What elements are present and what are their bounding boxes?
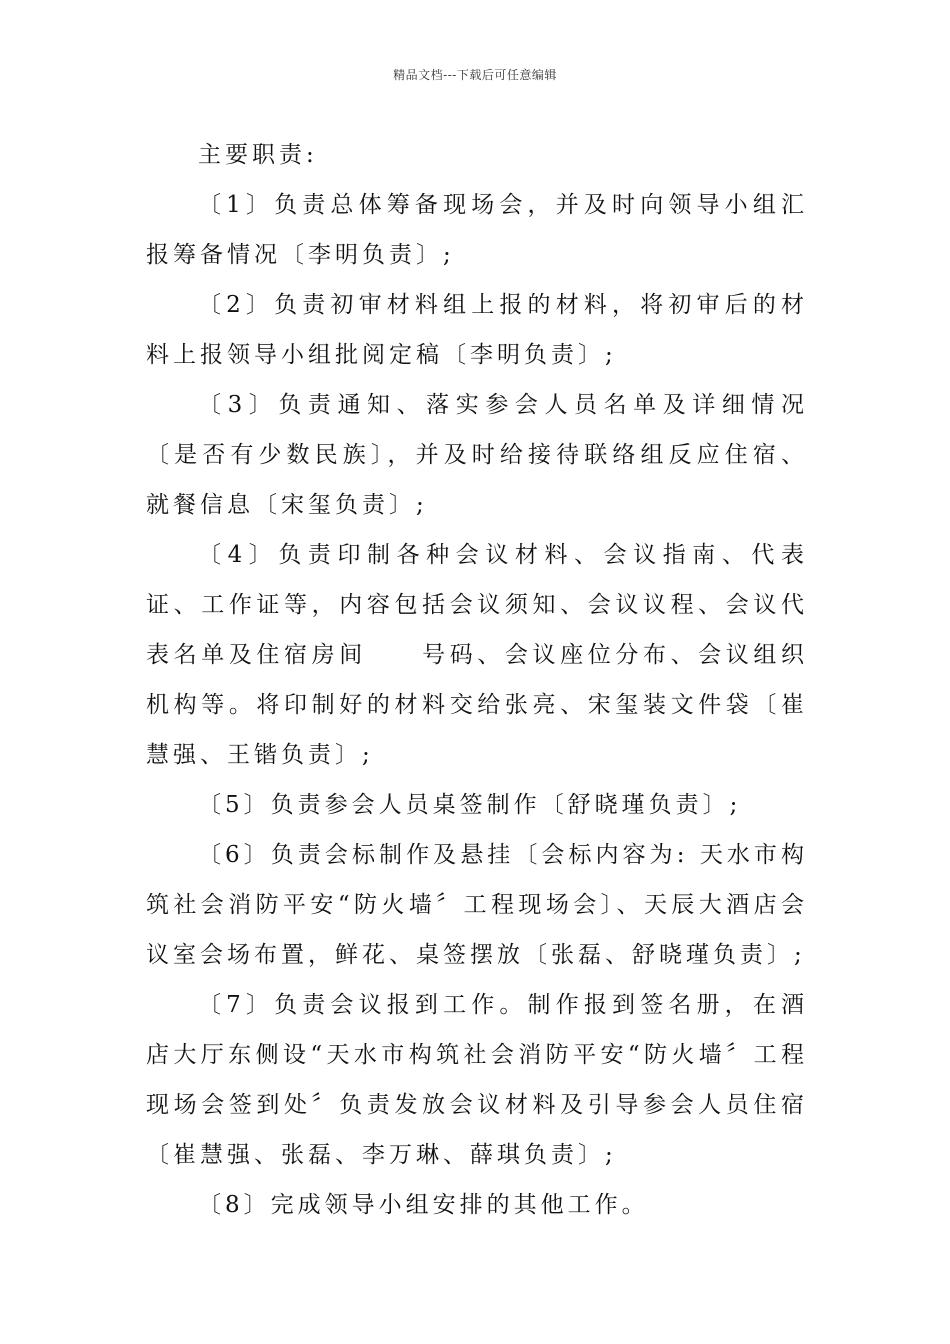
duty-item-5: 〔5〕负责参会人员桌签制作〔舒晓瑾负责〕; [198, 792, 742, 818]
duty-item-3: 〔3〕负责通知、落实参会人员名单及详细情况〔是否有少数民族〕，并及时给接待联络组反应住宿、就餐信息〔宋玺负责〕; [146, 392, 808, 518]
duty-item-2: 〔2〕负责初审材料组上报的材料，将初审后的材料上报领导小组批阅定稿〔李明负责〕; [146, 292, 808, 368]
duty-item-8: 〔8〕完成领导小组安排的其他工作。 [198, 1192, 649, 1218]
section-heading: 主要职责: [198, 142, 318, 168]
duty-item-6: 〔6〕负责会标制作及悬挂〔会标内容为: 天水市构筑社会消防平安“防火墙〞工程现场会〕、天辰大酒店会议室会场布置，鲜花、桌签摆放〔张磊、舒晓瑾负责〕; [146, 842, 808, 968]
page-header: 精品文档---下载后可任意编辑 [393, 68, 557, 82]
duty-item-4: 〔4〕负责印制各种会议材料、会议指南、代表证、工作证等，内容包括会议须知、会议议程、会议代表名单及住宿房间 号码、会议座位分布、会议组织机构等。将印制好的材料交给张亮、宋玺装文件袋〔崔慧强、王锴负责〕; [146, 542, 808, 768]
duty-item-7: 〔7〕负责会议报到工作。制作报到签名册，在酒店大厅东侧设“天水市构筑社会消防平安“防火墙〞工程现场会签到处〞负责发放会议材料及引导参会人员住宿〔崔慧强、张磊、李万琳、薛琪负责〕; [146, 992, 808, 1168]
duty-item-1: 〔1〕负责总体筹备现场会，并及时向领导小组汇报筹备情况〔李明负责〕; [146, 192, 808, 268]
document-body [146, 130, 808, 1230]
